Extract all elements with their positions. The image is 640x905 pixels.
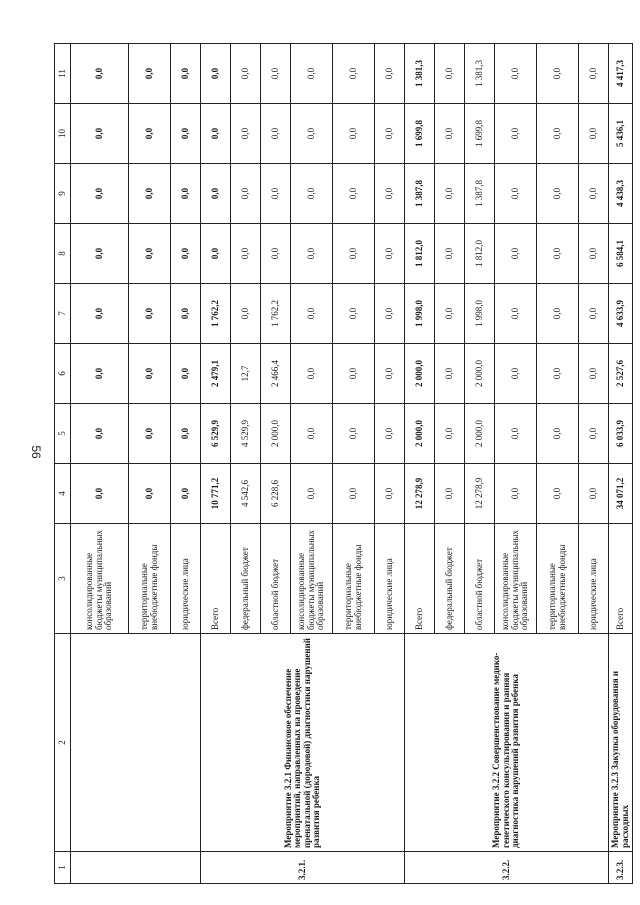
value-cell: 1 812,0: [465, 224, 495, 284]
value-cell: 0,0: [435, 164, 465, 224]
value-cell: 0,0: [231, 44, 261, 104]
value-cell: 0,0: [495, 344, 537, 404]
value-cell: 2 000,0: [261, 404, 291, 464]
column-header: 3: [55, 524, 71, 634]
value-cell: 2 000,0: [405, 344, 435, 404]
column-header: 1: [55, 852, 71, 884]
funding-source-cell: областной бюджет: [465, 524, 495, 634]
value-cell: 34 071,2: [609, 464, 633, 524]
value-cell: 12 278,9: [405, 464, 435, 524]
value-cell: 0,0: [435, 44, 465, 104]
value-cell: 6 584,1: [609, 224, 633, 284]
value-cell: 0,0: [71, 104, 129, 164]
column-header: 11: [55, 44, 71, 104]
funding-source-cell: консолидированные бюджеты муниципальных образований: [495, 524, 537, 634]
table-row: [405, 44, 435, 884]
value-cell: 0,0: [579, 164, 609, 224]
value-cell: 0,0: [261, 224, 291, 284]
value-cell: 0,0: [261, 164, 291, 224]
column-header: 2: [55, 634, 71, 852]
value-cell: 0,0: [375, 44, 405, 104]
funding-source-cell: территориальные внебюджетные фонды: [333, 524, 375, 634]
value-cell: 0,0: [129, 164, 171, 224]
value-cell: 0,0: [129, 284, 171, 344]
value-cell: 0,0: [333, 284, 375, 344]
value-cell: 0,0: [71, 344, 129, 404]
value-cell: 4 542,6: [231, 464, 261, 524]
value-cell: 0,0: [333, 164, 375, 224]
value-cell: 0,0: [333, 224, 375, 284]
value-cell: 0,0: [291, 164, 333, 224]
value-cell: 2 466,4: [261, 344, 291, 404]
rotated-page: [54, 44, 630, 884]
value-cell: 0,0: [129, 464, 171, 524]
event-name-cell: Мероприятие 3.2.3 Закупка оборудования и расходных: [609, 634, 633, 852]
value-cell: 0,0: [537, 404, 579, 464]
value-cell: 0,0: [579, 104, 609, 164]
funding-source-cell: территориальные внебюджетные фонды: [129, 524, 171, 634]
value-cell: 0,0: [375, 104, 405, 164]
funding-source-cell: федеральный бюджет: [231, 524, 261, 634]
column-header: 6: [55, 344, 71, 404]
value-cell: 4 529,9: [231, 404, 261, 464]
value-cell: 0,0: [333, 44, 375, 104]
funding-source-cell: консолидированные бюджеты муниципальных образований: [71, 524, 129, 634]
value-cell: 0,0: [231, 224, 261, 284]
value-cell: 0,0: [171, 344, 201, 404]
value-cell: 0,0: [201, 104, 231, 164]
value-cell: 0,0: [129, 44, 171, 104]
table-row: [201, 44, 231, 884]
value-cell: 1 381,3: [405, 44, 435, 104]
value-cell: 0,0: [579, 464, 609, 524]
value-cell: 0,0: [495, 284, 537, 344]
value-cell: 0,0: [375, 404, 405, 464]
value-cell: 0,0: [291, 464, 333, 524]
value-cell: 0,0: [171, 284, 201, 344]
value-cell: 4 417,3: [609, 44, 633, 104]
value-cell: 1 762,2: [261, 284, 291, 344]
funding-source-cell: Всего: [609, 524, 633, 634]
row-code-cell: 3.2.3.: [609, 852, 633, 884]
row-code-cell: [71, 852, 201, 884]
value-cell: 2 527,6: [609, 344, 633, 404]
value-cell: 0,0: [495, 224, 537, 284]
value-cell: 0,0: [375, 224, 405, 284]
value-cell: 0,0: [171, 404, 201, 464]
value-cell: 0,0: [333, 104, 375, 164]
value-cell: 0,0: [537, 104, 579, 164]
table-body: [71, 44, 633, 884]
column-number-row: [55, 44, 71, 884]
value-cell: 0,0: [375, 164, 405, 224]
value-cell: 1 998,0: [465, 284, 495, 344]
value-cell: 0,0: [537, 164, 579, 224]
value-cell: 1 699,8: [465, 104, 495, 164]
value-cell: 1 762,2: [201, 284, 231, 344]
value-cell: 1 387,8: [465, 164, 495, 224]
event-name-cell: Мероприятие 3.2.2 Совершенствование медико-генетического консультирования и ранняя диагностика нарушений развития ребенка: [405, 634, 609, 852]
value-cell: 0,0: [537, 224, 579, 284]
value-cell: 0,0: [375, 284, 405, 344]
value-cell: 0,0: [171, 44, 201, 104]
value-cell: 1 387,8: [405, 164, 435, 224]
value-cell: 12 278,9: [465, 464, 495, 524]
value-cell: 0,0: [495, 104, 537, 164]
value-cell: 0,0: [231, 164, 261, 224]
value-cell: 0,0: [291, 344, 333, 404]
row-code-cell: 3.2.1.: [201, 852, 405, 884]
value-cell: 1 812,0: [405, 224, 435, 284]
budget-table: [54, 43, 633, 884]
value-cell: 0,0: [495, 164, 537, 224]
value-cell: 0,0: [201, 164, 231, 224]
value-cell: 0,0: [171, 464, 201, 524]
value-cell: 0,0: [291, 404, 333, 464]
row-code-cell: 3.2.2.: [405, 852, 609, 884]
funding-source-cell: Всего: [405, 524, 435, 634]
value-cell: 6 033,9: [609, 404, 633, 464]
value-cell: 0,0: [291, 44, 333, 104]
value-cell: 0,0: [71, 44, 129, 104]
value-cell: 0,0: [435, 224, 465, 284]
value-cell: 1 998,0: [405, 284, 435, 344]
event-name-cell: Мероприятие 3.2.1 Финансовое обеспечение мероприятий, направленных на проведение пренатальной (дородовой) диагностики нарушений развития ребенка: [201, 634, 405, 852]
value-cell: 0,0: [375, 344, 405, 404]
value-cell: 0,0: [291, 284, 333, 344]
value-cell: 6 228,6: [261, 464, 291, 524]
value-cell: 0,0: [71, 224, 129, 284]
value-cell: 0,0: [71, 464, 129, 524]
page-number: 56: [29, 445, 43, 459]
value-cell: 0,0: [537, 44, 579, 104]
funding-source-cell: юридические лица: [375, 524, 405, 634]
value-cell: 0,0: [129, 224, 171, 284]
funding-source-cell: юридические лица: [579, 524, 609, 634]
value-cell: 0,0: [333, 344, 375, 404]
value-cell: 0,0: [435, 404, 465, 464]
value-cell: 0,0: [435, 344, 465, 404]
value-cell: 12,7: [231, 344, 261, 404]
value-cell: 6 529,9: [201, 404, 231, 464]
value-cell: 0,0: [435, 104, 465, 164]
value-cell: 0,0: [579, 404, 609, 464]
value-cell: 2 000,0: [465, 404, 495, 464]
value-cell: 2 479,1: [201, 344, 231, 404]
value-cell: 0,0: [171, 104, 201, 164]
value-cell: 0,0: [71, 404, 129, 464]
value-cell: 0,0: [71, 284, 129, 344]
value-cell: 0,0: [129, 344, 171, 404]
value-cell: 0,0: [495, 44, 537, 104]
value-cell: 0,0: [201, 224, 231, 284]
value-cell: 4 438,3: [609, 164, 633, 224]
table-row: [609, 44, 633, 884]
value-cell: 4 633,9: [609, 284, 633, 344]
value-cell: 0,0: [231, 284, 261, 344]
value-cell: 0,0: [129, 104, 171, 164]
value-cell: 0,0: [435, 284, 465, 344]
value-cell: 2 000,0: [405, 404, 435, 464]
value-cell: 0,0: [537, 464, 579, 524]
funding-source-cell: Всего: [201, 524, 231, 634]
column-header: 4: [55, 464, 71, 524]
table-row: [71, 44, 129, 884]
value-cell: 0,0: [537, 344, 579, 404]
value-cell: 1 699,8: [405, 104, 435, 164]
value-cell: 0,0: [291, 224, 333, 284]
value-cell: 0,0: [171, 164, 201, 224]
funding-source-cell: федеральный бюджет: [435, 524, 465, 634]
funding-source-cell: областной бюджет: [261, 524, 291, 634]
value-cell: 0,0: [435, 464, 465, 524]
value-cell: 1 381,3: [465, 44, 495, 104]
value-cell: 0,0: [375, 464, 405, 524]
value-cell: 0,0: [579, 224, 609, 284]
column-header: 5: [55, 404, 71, 464]
value-cell: 0,0: [231, 104, 261, 164]
column-header: 10: [55, 104, 71, 164]
funding-source-cell: юридические лица: [171, 524, 201, 634]
column-header: 8: [55, 224, 71, 284]
value-cell: 0,0: [579, 284, 609, 344]
value-cell: 2 000,0: [465, 344, 495, 404]
value-cell: 0,0: [261, 44, 291, 104]
value-cell: 0,0: [333, 404, 375, 464]
value-cell: 0,0: [129, 404, 171, 464]
value-cell: 0,0: [201, 44, 231, 104]
value-cell: 0,0: [291, 104, 333, 164]
value-cell: 0,0: [171, 224, 201, 284]
funding-source-cell: консолидированные бюджеты муниципальных образований: [291, 524, 333, 634]
value-cell: 0,0: [495, 464, 537, 524]
value-cell: 0,0: [495, 404, 537, 464]
funding-source-cell: территориальные внебюджетные фонды: [537, 524, 579, 634]
column-header: 7: [55, 284, 71, 344]
value-cell: 0,0: [71, 164, 129, 224]
value-cell: 0,0: [579, 44, 609, 104]
column-header: 9: [55, 164, 71, 224]
value-cell: 0,0: [579, 344, 609, 404]
value-cell: 0,0: [261, 104, 291, 164]
value-cell: 0,0: [537, 284, 579, 344]
value-cell: 10 771,2: [201, 464, 231, 524]
value-cell: 5 436,1: [609, 104, 633, 164]
row-name-cell: [71, 634, 201, 852]
value-cell: 0,0: [333, 464, 375, 524]
